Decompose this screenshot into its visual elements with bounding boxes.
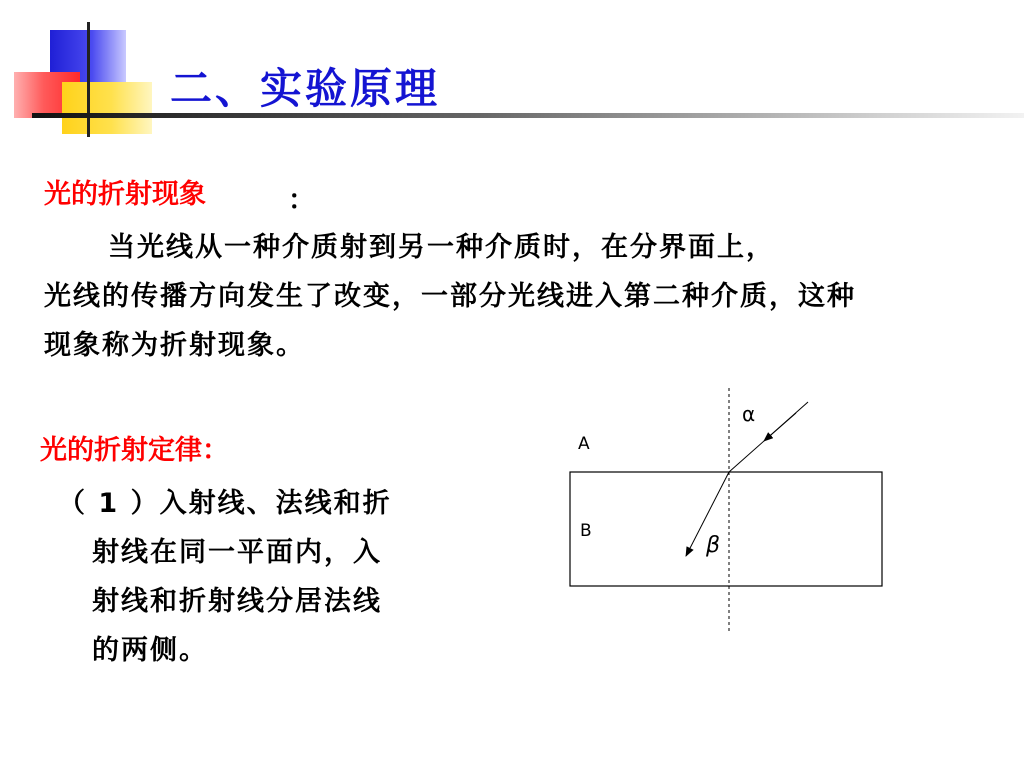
- law-line-1: （ 1 ）入射线、法线和折: [58, 488, 392, 519]
- slide-title: 二、实验原理: [170, 64, 441, 113]
- medium-b-boundary-box: [570, 472, 882, 586]
- heading-colon: ：: [288, 185, 315, 216]
- decor-vertical-line: [87, 22, 90, 137]
- law-line-3: 射线和折射线分居法线: [92, 586, 382, 617]
- law-line-2: 射线在同一平面内，入: [92, 537, 382, 568]
- paragraph-line-3: 现象称为折射现象。: [44, 330, 305, 361]
- label-beta: β: [706, 533, 721, 558]
- paragraph-line-2: 光线的传播方向发生了改变，一部分光线进入第二种介质，这种: [44, 281, 856, 312]
- section-heading-refraction-law: 光的折射定律：: [40, 435, 229, 466]
- label-alpha: α: [742, 402, 756, 426]
- law-line-4: 的两侧。: [92, 635, 208, 666]
- decor-yellow-square: [62, 82, 152, 134]
- paragraph-line-1: 当光线从一种介质射到另一种介质时，在分界面上，: [108, 232, 775, 263]
- incident-arrow-icon: [764, 413, 796, 441]
- label-medium-a: A: [578, 434, 590, 454]
- refraction-diagram: [560, 388, 900, 648]
- label-medium-b: B: [580, 521, 592, 541]
- section-heading-refraction-phenomenon: 光的折射现象: [44, 179, 206, 210]
